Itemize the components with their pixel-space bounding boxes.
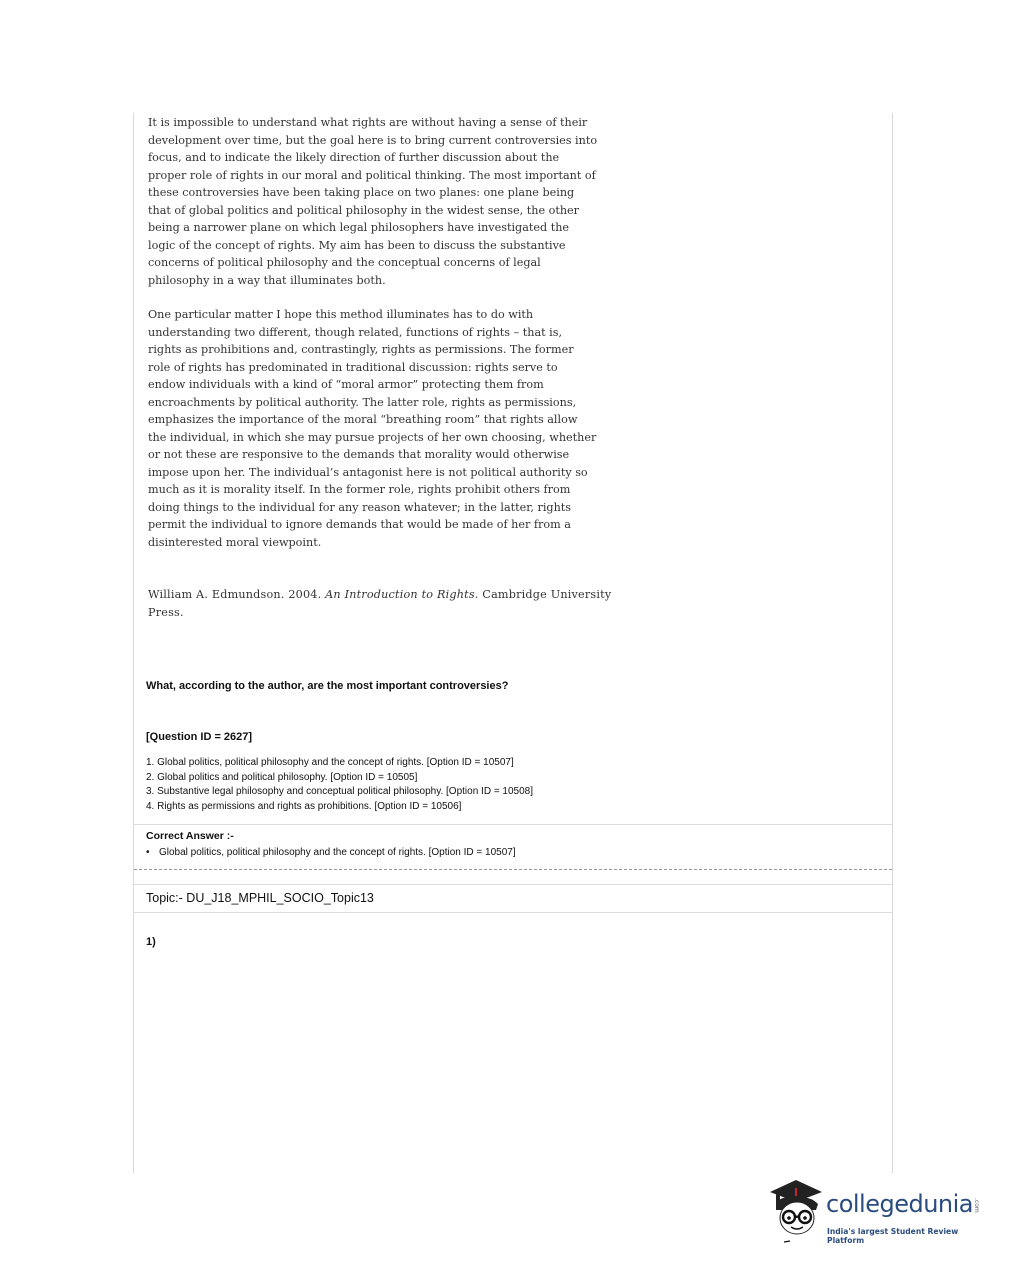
option-item-3: 3. Substantive legal philosophy and conceptual political philosophy. [Option ID = 10508] xyxy=(146,786,534,798)
mascot-icon xyxy=(766,1176,826,1246)
option-item-4: 4. Rights as permissions and rights as prohibitions. [Option ID = 10506] xyxy=(146,800,462,812)
next-question-number: 1) xyxy=(146,936,156,948)
passage-paragraph-2: One particular matter I hope this method illuminates has to do with understanding two different, though related, functions of rights – that is, rights as prohibitions and, contrastingly, rights as permissions. The former role of rights has predominated in traditional discussion: rights serve to endow individuals with a kind of “moral armor” protecting them from encroachments by political authority. The latter role, rights as permissions, emphasizes the importance of the moral “breathing room” that rights allow the individual, in which she may pursue projects of her own choosing, whether or not these are responsive to the demands that morality would otherwise impose upon her. The individual’s antagonist here is not political authority so much as it is morality itself. In the former role, rights prohibit others from doing things to the individual for any reason whatever; in the latter, rights permit the individual to ignore demands that would be made of her from a disinterested moral viewpoint. xyxy=(148,308,597,549)
citation-publisher: Cambridge University Press. xyxy=(148,588,612,619)
reading-passage xyxy=(148,114,598,568)
question-separator xyxy=(134,869,892,870)
option-item-1: 1. Global politics, political philosophy and the concept of rights. [Option ID = 10507] xyxy=(146,757,514,768)
citation-author: William A. Edmundson. 2004. xyxy=(148,588,326,601)
passage-citation xyxy=(148,586,618,622)
correct-answer-text: Global politics, political philosophy and the concept of rights. [Option ID = 10507] xyxy=(159,847,516,858)
question-text: What, according to the author, are the most important controversies? xyxy=(146,680,509,692)
brand-tagline: India's largest Student Review Platform xyxy=(827,1227,959,1245)
collegedunia-logo xyxy=(766,1176,996,1246)
page-frame-left-border xyxy=(133,113,134,1173)
option-item-2: 2. Global politics and political philosophy. [Option ID = 10505] xyxy=(146,771,418,783)
brand-name: collegedunia xyxy=(826,1190,974,1218)
correct-answer-label: Correct Answer :- xyxy=(146,830,234,842)
divider-answer xyxy=(134,824,892,825)
passage-paragraph-1: It is impossible to understand what rights are without having a sense of their development over time, but the goal here is to bring current controversies into focus, and to indicate the likely direction of further discussion about the proper role of rights in our moral and political thinking. The most important of these controversies have been taking place on two planes: one plane being that of global politics and political philosophy in the widest sense, the other being a narrower plane on which legal philosophers have investigated the logic of the concept of rights. My aim has been to discuss the substantive concerns of political philosophy and the conceptual concerns of legal philosophy in a way that illuminates both. xyxy=(148,116,598,287)
option-list xyxy=(146,756,533,814)
divider-topic-bottom xyxy=(134,912,892,913)
question-id: [Question ID = 2627] xyxy=(146,731,253,743)
correct-answer-item xyxy=(146,847,516,858)
topic-label: Topic:- DU_J18_MPHIL_SOCIO_Topic13 xyxy=(146,891,374,905)
divider-topic-top xyxy=(134,884,892,885)
brand-suffix: .com xyxy=(973,1198,980,1213)
bullet-icon: • xyxy=(146,847,150,858)
page-frame-right-border xyxy=(892,113,893,1173)
citation-title: An Introduction to Rights. xyxy=(325,588,479,601)
